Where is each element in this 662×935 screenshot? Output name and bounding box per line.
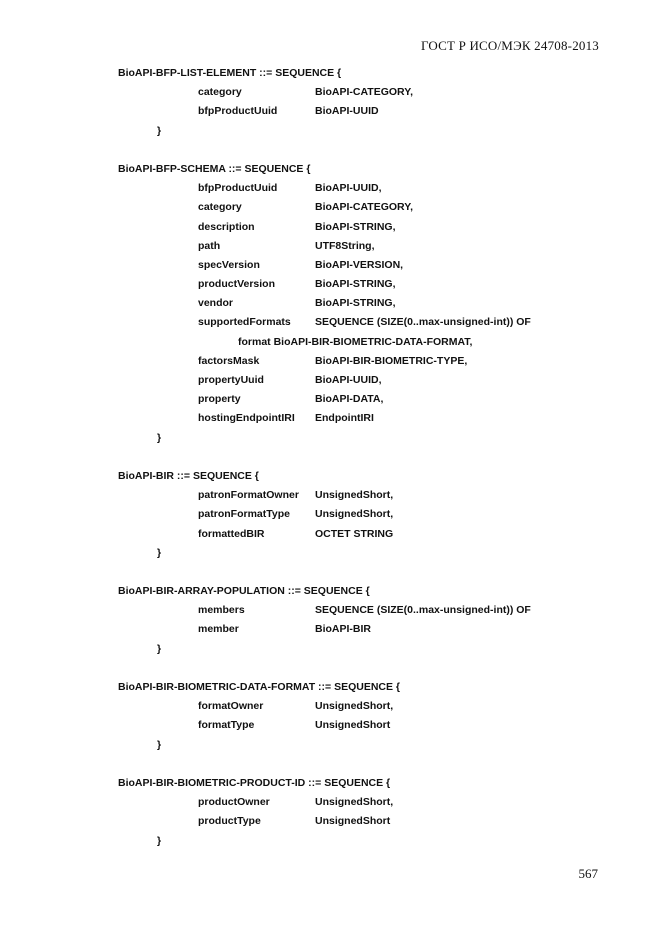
closing-brace: } — [157, 124, 162, 137]
field-name: bfpProductUuid — [198, 182, 278, 195]
field-row — [118, 601, 618, 620]
field-row — [118, 697, 618, 716]
blank-line — [118, 755, 618, 774]
definition-heading: BioAPI-BFP-SCHEMA ::= SEQUENCE { — [118, 162, 311, 175]
field-type: SEQUENCE (SIZE(0..max-unsigned-int)) OF — [315, 316, 531, 329]
closing-brace: } — [157, 738, 162, 751]
field-name: path — [198, 239, 221, 252]
field-row — [118, 256, 618, 275]
closing-brace-line — [118, 544, 618, 563]
definition-heading: BioAPI-BIR-BIOMETRIC-DATA-FORMAT ::= SEQUENCE { — [118, 681, 401, 693]
field-row — [118, 371, 618, 390]
field-name: member — [198, 623, 239, 636]
field-type: UnsignedShort — [315, 719, 391, 732]
blank-line — [118, 448, 618, 467]
field-row — [118, 198, 618, 217]
blank-line — [118, 141, 618, 160]
field-type: BioAPI-UUID — [315, 105, 379, 118]
field-name: members — [198, 604, 245, 617]
field-name: description — [198, 220, 255, 233]
closing-brace: } — [157, 546, 162, 559]
field-name: formattedBIR — [198, 527, 265, 540]
document-header: ГОСТ Р ИСО/МЭК 24708-2013 — [420, 38, 599, 53]
field-row — [118, 352, 618, 371]
field-row — [118, 525, 618, 544]
field-name: bfpProductUuid — [198, 105, 278, 118]
field-type: UnsignedShort, — [315, 700, 394, 713]
field-type: UnsignedShort, — [315, 796, 394, 809]
closing-brace-line — [118, 640, 618, 659]
field-row — [118, 83, 618, 102]
field-name: formatType — [198, 719, 255, 732]
field-name: hostingEndpointIRI — [198, 412, 295, 425]
field-type: UnsignedShort, — [315, 489, 394, 502]
field-type: UnsignedShort, — [315, 508, 394, 521]
field-row — [118, 486, 618, 505]
field-type: UTF8String, — [315, 239, 375, 252]
sequence-definition — [118, 774, 618, 851]
asn1-definitions — [118, 64, 618, 851]
field-name: category — [198, 201, 242, 214]
field-row — [118, 294, 618, 313]
field-row — [118, 812, 618, 831]
definition-heading-line — [118, 64, 618, 83]
sequence-definition — [118, 678, 618, 774]
sequence-definition — [118, 582, 618, 678]
field-continuation: format BioAPI-BIR-BIOMETRIC-DATA-FORMAT, — [238, 335, 473, 348]
definition-heading: BioAPI-BFP-LIST-ELEMENT ::= SEQUENCE { — [118, 67, 342, 79]
field-row — [118, 237, 618, 256]
field-row — [118, 218, 618, 237]
definition-heading-line — [118, 582, 618, 601]
field-type: BioAPI-VERSION, — [315, 258, 404, 271]
closing-brace-line — [118, 832, 618, 851]
sequence-definition — [118, 467, 618, 582]
field-name: category — [198, 86, 242, 99]
field-type: BioAPI-UUID, — [315, 374, 382, 386]
field-name: productType — [198, 815, 261, 828]
field-name: productOwner — [198, 796, 270, 809]
definition-heading: BioAPI-BIR-ARRAY-POPULATION ::= SEQUENCE { — [118, 585, 370, 598]
closing-brace-line — [118, 429, 618, 448]
field-name: supportedFormats — [198, 316, 291, 329]
field-type: BioAPI-STRING, — [315, 297, 396, 310]
sequence-definition — [118, 160, 618, 467]
page-number: 567 — [578, 866, 598, 881]
field-type: SEQUENCE (SIZE(0..max-unsigned-int)) OF — [315, 604, 531, 617]
field-name: propertyUuid — [198, 374, 264, 386]
field-name: patronFormatOwner — [198, 489, 299, 502]
field-type: BioAPI-BIR-BIOMETRIC-TYPE, — [315, 354, 468, 367]
field-type: BioAPI-BIR — [315, 623, 371, 636]
definition-heading-line — [118, 160, 618, 179]
field-type: BioAPI-UUID, — [315, 182, 382, 195]
field-row — [118, 505, 618, 524]
field-type: EndpointIRI — [315, 412, 374, 425]
field-name: vendor — [198, 297, 234, 310]
field-row — [118, 716, 618, 735]
field-name: patronFormatType — [198, 508, 290, 521]
field-row — [118, 313, 618, 332]
field-name: productVersion — [198, 278, 276, 291]
closing-brace: } — [157, 431, 162, 444]
closing-brace-line — [118, 736, 618, 755]
definition-heading: BioAPI-BIR ::= SEQUENCE { — [118, 469, 259, 482]
field-name: factorsMask — [198, 354, 260, 367]
field-type: BioAPI-CATEGORY, — [315, 86, 414, 99]
field-row — [118, 333, 618, 352]
field-name: property — [198, 393, 241, 406]
field-type: BioAPI-STRING, — [315, 278, 396, 291]
field-type: BioAPI-STRING, — [315, 220, 396, 233]
field-row — [118, 275, 618, 294]
blank-line — [118, 563, 618, 582]
definition-heading-line — [118, 467, 618, 486]
field-type: BioAPI-DATA, — [315, 393, 384, 406]
field-row — [118, 409, 618, 428]
field-type: UnsignedShort — [315, 815, 391, 828]
sequence-definition — [118, 64, 618, 160]
field-type: BioAPI-CATEGORY, — [315, 201, 414, 214]
field-name: specVersion — [198, 258, 260, 271]
field-row — [118, 390, 618, 409]
field-row — [118, 179, 618, 198]
closing-brace: } — [157, 834, 162, 847]
definition-heading-line — [118, 774, 618, 793]
definition-heading: BioAPI-BIR-BIOMETRIC-PRODUCT-ID ::= SEQUENCE { — [118, 776, 391, 789]
field-row — [118, 620, 618, 639]
field-name: formatOwner — [198, 700, 264, 713]
closing-brace: } — [157, 642, 162, 655]
field-row — [118, 793, 618, 812]
field-type: OCTET STRING — [315, 527, 394, 540]
closing-brace-line — [118, 122, 618, 141]
field-row — [118, 102, 618, 121]
definition-heading-line — [118, 678, 618, 697]
blank-line — [118, 659, 618, 678]
